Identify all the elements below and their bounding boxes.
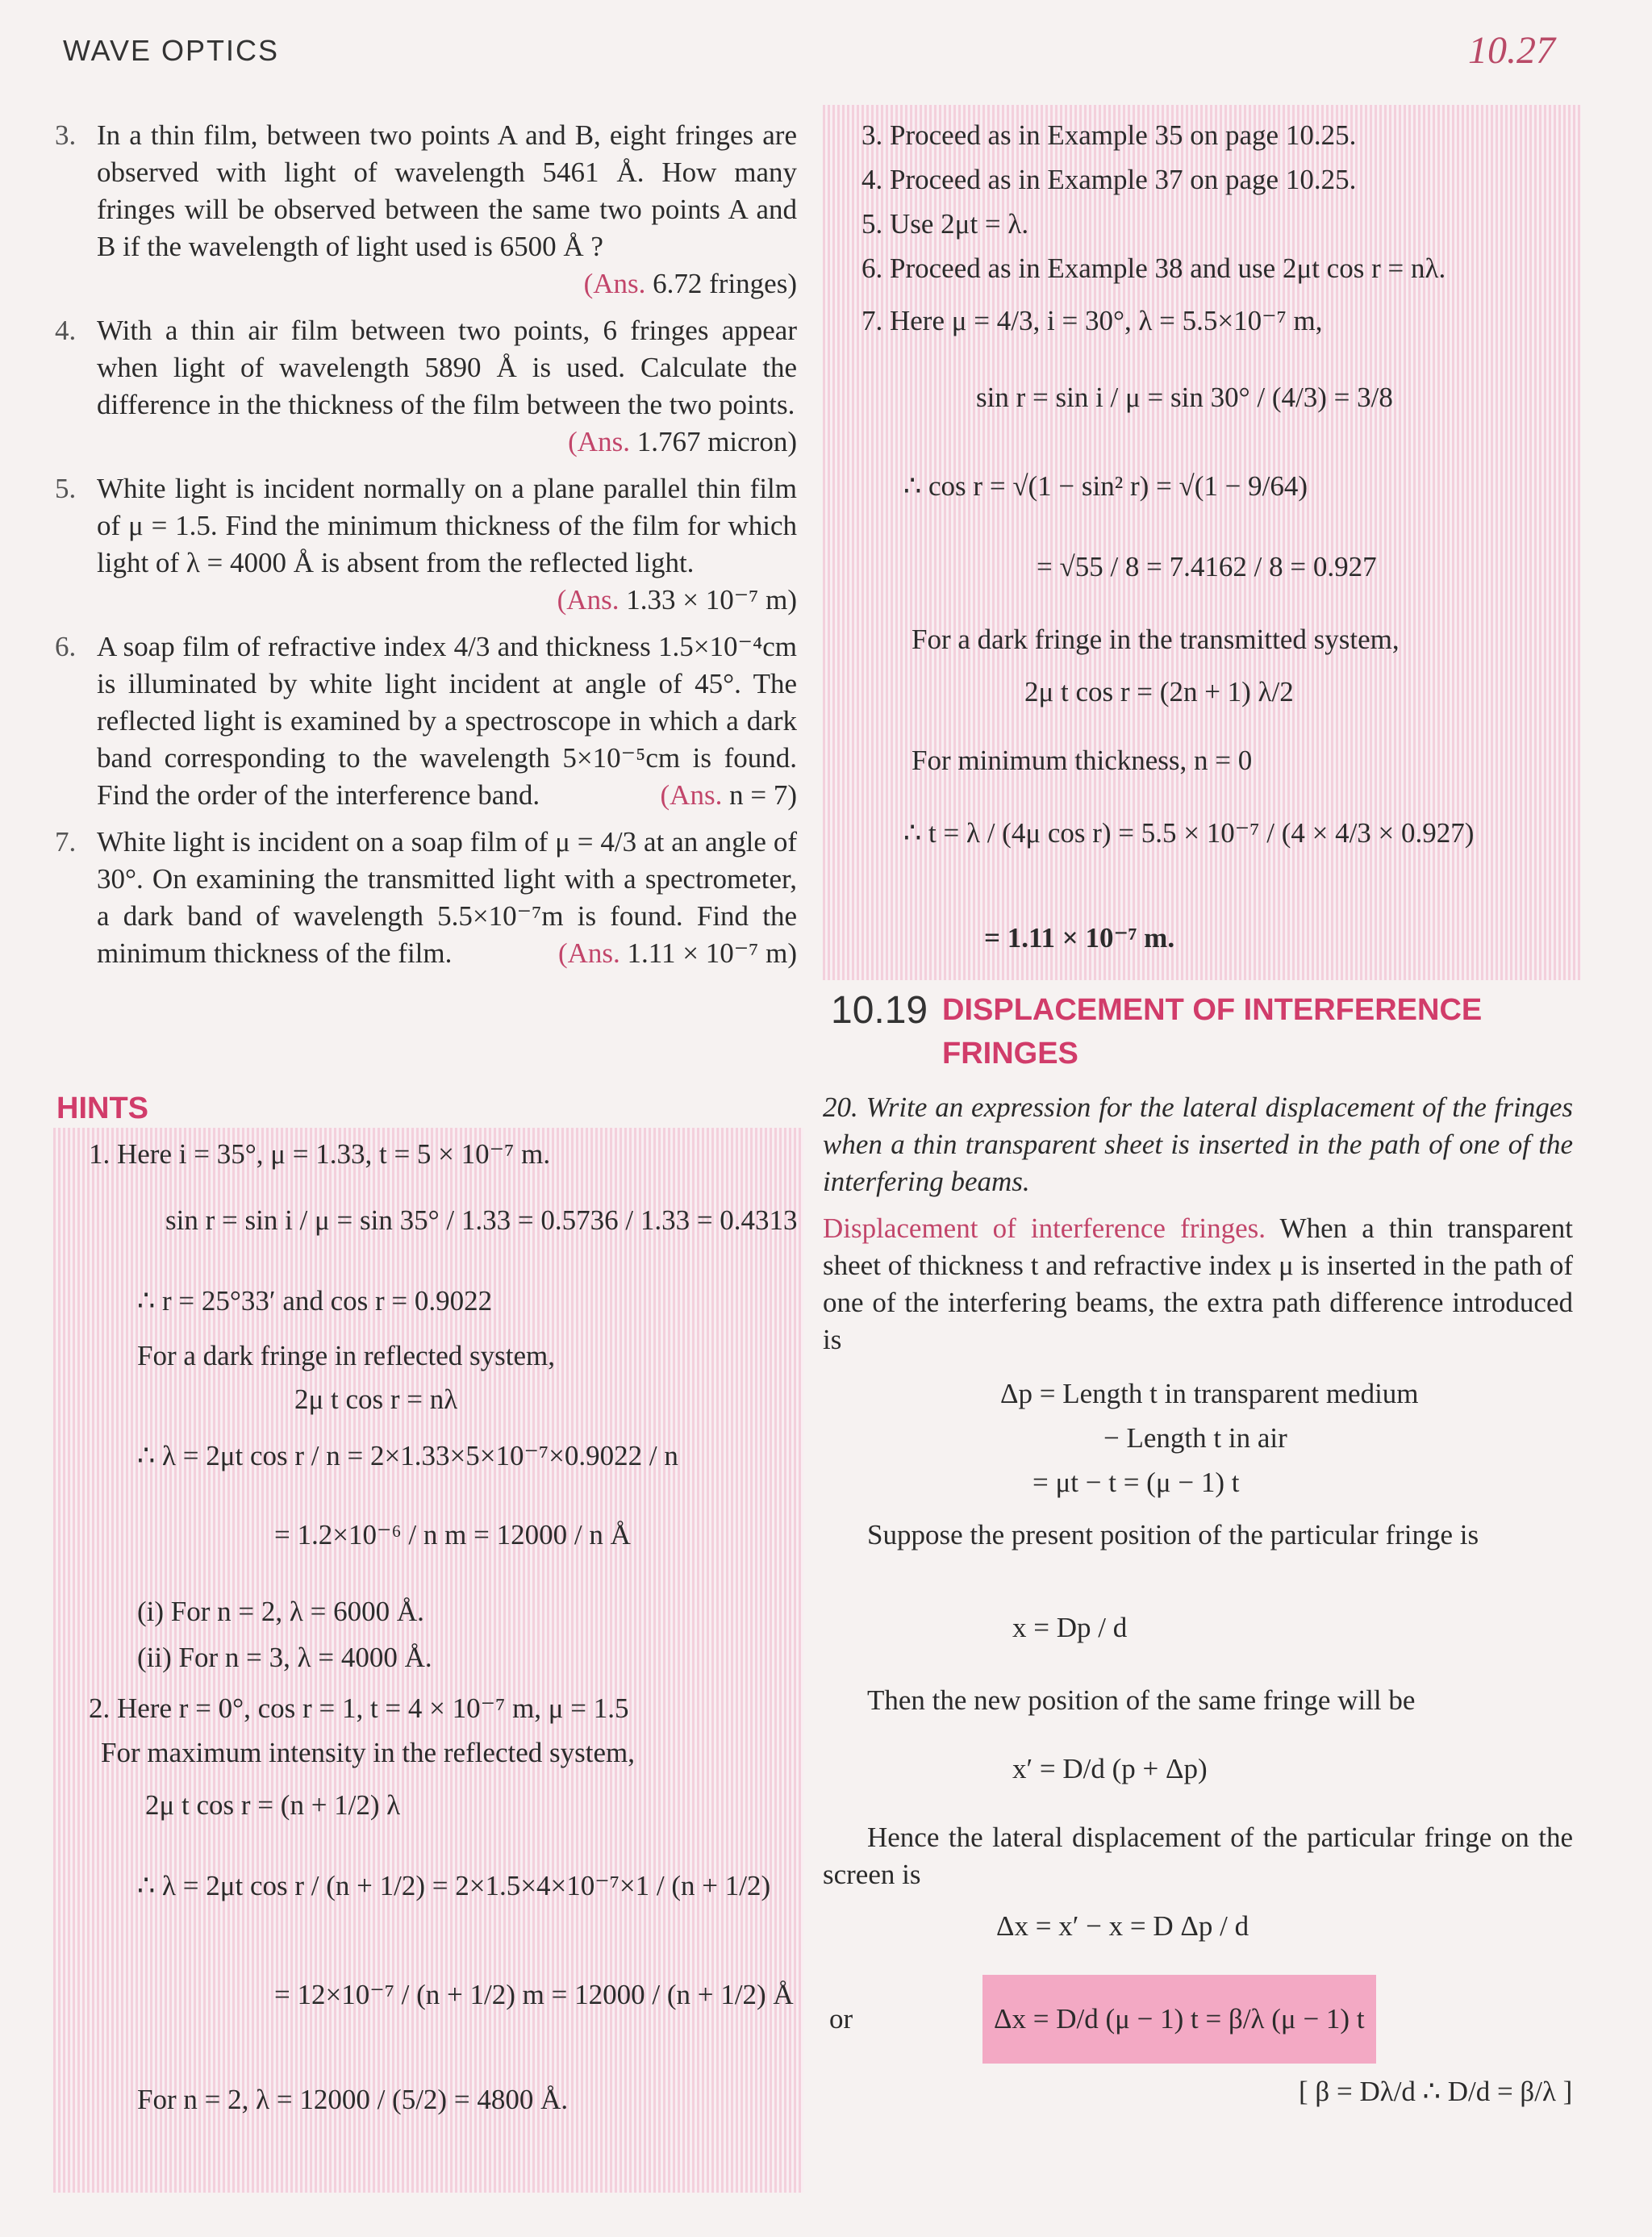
hint-equation: ∴ cos r = √(1 − sin² r) = √(1 − 9/64) [903, 470, 1308, 502]
hint-line: 1. Here i = 35°, μ = 1.33, t = 5 × 10⁻⁷ m. [89, 1138, 551, 1170]
hint-equation: ∴ λ = 2μt cos r / (n + 1/2) = 2×1.5×4×10⁻⁷×1 / (n + 1/2) [137, 1870, 771, 1901]
hint-result: = 1.11 × 10⁻⁷ m. [984, 922, 1175, 954]
bracket-note: [ β = Dλ/d ∴ D/d = β/λ ] [1299, 2076, 1573, 2107]
exercise-text: White light is incident normally on a plane parallel thin film of μ = 1.5. Find the minimum thickness of the film for which light of λ = 4000 Å is absent from the reflected light. (Ans. 1.33 × 10⁻⁷ m) [97, 470, 797, 619]
exercise-item [55, 824, 797, 972]
hint-equation: 2μ t cos r = nλ [294, 1384, 458, 1415]
exercise-text: In a thin film, between two points A and B, eight fringes are observed with light of wavelength 5461 Å. How many fringes will be observed between the same two points A and B if the wavelength of light used is 6500 Å ? (Ans. 6.72 fringes) [97, 117, 797, 303]
hint-equation: = √55 / 8 = 7.4162 / 8 = 0.927 [1037, 551, 1377, 582]
hint-line: 6. Proceed as in Example 38 and use 2μt cos r = nλ. [861, 252, 1446, 284]
equation: Δx = x′ − x = D Δp / d [996, 1910, 1249, 1942]
hint-equation: sin r = sin i / μ = sin 30° / (4/3) = 3/8 [976, 382, 1393, 413]
hint-line: (i) For n = 2, λ = 6000 Å. [137, 1596, 424, 1627]
exercise-item [55, 628, 797, 814]
equation: − Length t in air [1103, 1422, 1287, 1454]
page-number: 10.27 [1468, 29, 1555, 72]
hint-line: For maximum intensity in the reflected system, [101, 1737, 635, 1768]
section-number: 10.19 [831, 989, 928, 1032]
equation: = μt − t = (μ − 1) t [1032, 1467, 1240, 1498]
answer: (Ans. 6.72 fringes) [583, 268, 797, 299]
hint-equation: 2μ t cos r = (n + 1/2) λ [145, 1789, 401, 1821]
hint-line: 4. Proceed as in Example 37 on page 10.25. [861, 164, 1357, 195]
exercise-text: White light is incident on a soap film of μ = 4/3 at an angle of 30°. On examining the transmitted light with a spectrometer, a dark band of wavelength 5.5×10⁻⁷m is found. Find the minimum thickness of the film. (Ans. 1.11 × 10⁻⁷ m) [97, 824, 797, 972]
hint-line: ∴ r = 25°33′ and cos r = 0.9022 [137, 1285, 493, 1317]
paragraph: Then the new position of the same fringe will be [867, 1684, 1416, 1716]
equation: Δp = Length t in transparent medium [1000, 1378, 1419, 1409]
highlighted-equation: Δx = D/d (μ − 1) t = β/λ (μ − 1) t [994, 2003, 1365, 2035]
hint-equation: For n = 2, λ = 12000 / (5/2) = 4800 Å. [137, 2084, 569, 2115]
exercise-item [55, 470, 797, 619]
exercise-item [55, 312, 797, 461]
hint-equation: = 1.2×10⁻⁶ / n m = 12000 / n Å [274, 1519, 631, 1550]
answer: (Ans. n = 7) [660, 779, 797, 811]
hint-line: 2. Here r = 0°, cos r = 1, t = 4 × 10⁻⁷ m, μ = 1.5 [89, 1692, 629, 1724]
exercise-list [55, 117, 797, 982]
section-title: DISPLACEMENT OF INTERFERENCE FRINGES [942, 993, 1483, 1071]
hint-equation: ∴ λ = 2μt cos r / n = 2×1.33×5×10⁻⁷×0.9022 / n [137, 1440, 678, 1471]
exercise-number: 5. [55, 473, 77, 504]
equation: x′ = D/d (p + Δp) [1012, 1753, 1208, 1784]
hint-line: For minimum thickness, n = 0 [912, 745, 1253, 776]
hint-equation: = 12×10⁻⁷ / (n + 1/2) m = 12000 / (n + 1/2) Å [274, 1979, 794, 2010]
hint-line: 5. Use 2μt = λ. [861, 208, 1029, 240]
hint-line: For a dark fringe in reflected system, [137, 1340, 556, 1371]
exercise-number: 6. [55, 631, 77, 662]
exercise-number: 7. [55, 826, 77, 858]
hint-line: 3. Proceed as in Example 35 on page 10.25. [861, 119, 1357, 151]
hint-equation: 2μ t cos r = (2n + 1) λ/2 [1024, 676, 1294, 707]
exercise-number: 3. [55, 119, 77, 151]
answer: (Ans. 1.767 micron) [568, 426, 797, 457]
paragraph: Hence the lateral displacement of the particular fringe on the screen is [823, 1822, 1573, 1890]
term-lead: Displacement of interference fringes. [823, 1212, 1266, 1244]
paragraph: Displacement of interference fringes. When a thin transparent sheet of thickness t and refractive index μ is inserted in the path of one of the interfering beams, the extra path difference introduced is [823, 1212, 1573, 1355]
exercise-number: 4. [55, 315, 77, 346]
chapter-title: WAVE OPTICS [63, 34, 280, 67]
hint-line: For a dark fringe in the transmitted system, [912, 624, 1400, 655]
hint-equation: ∴ t = λ / (4μ cos r) = 5.5 × 10⁻⁷ / (4 × 4/3 × 0.927) [903, 817, 1475, 849]
hint-line: (ii) For n = 3, λ = 4000 Å. [137, 1642, 432, 1673]
answer: (Ans. 1.11 × 10⁻⁷ m) [557, 937, 797, 969]
answer: (Ans. 1.33 × 10⁻⁷ m) [557, 584, 797, 616]
hints-title: HINTS [56, 1091, 148, 1125]
equation: x = Dp / d [1012, 1612, 1128, 1643]
exercise-item [55, 117, 797, 303]
paragraph: Suppose the present position of the particular fringe is [867, 1519, 1479, 1550]
or-label: or [829, 2003, 853, 2035]
hint-line: 7. Here μ = 4/3, i = 30°, λ = 5.5×10⁻⁷ m, [861, 305, 1323, 336]
question-text: 20. Write an expression for the lateral displacement of the fringes when a thin transparent sheet is inserted in the path of one of the interfering beams. [823, 1091, 1573, 1197]
hint-equation: sin r = sin i / μ = sin 35° / 1.33 = 0.5736 / 1.33 = 0.4313 [165, 1204, 798, 1236]
exercise-text: With a thin air film between two points, 6 fringes appear when light of wavelength 5890 Å is used. Calculate the difference in the thickness of the film between the two points. (Ans. 1.767 micron) [97, 312, 797, 461]
exercise-text: A soap film of refractive index 4/3 and thickness 1.5×10⁻⁴cm is illuminated by white light incident at angle of 45°. The reflected light is examined by a spectroscope in which a dark band corresponding to the wavelength 5×10⁻⁵cm is found. Find the order of the interference band. (Ans. n = 7) [97, 628, 797, 814]
